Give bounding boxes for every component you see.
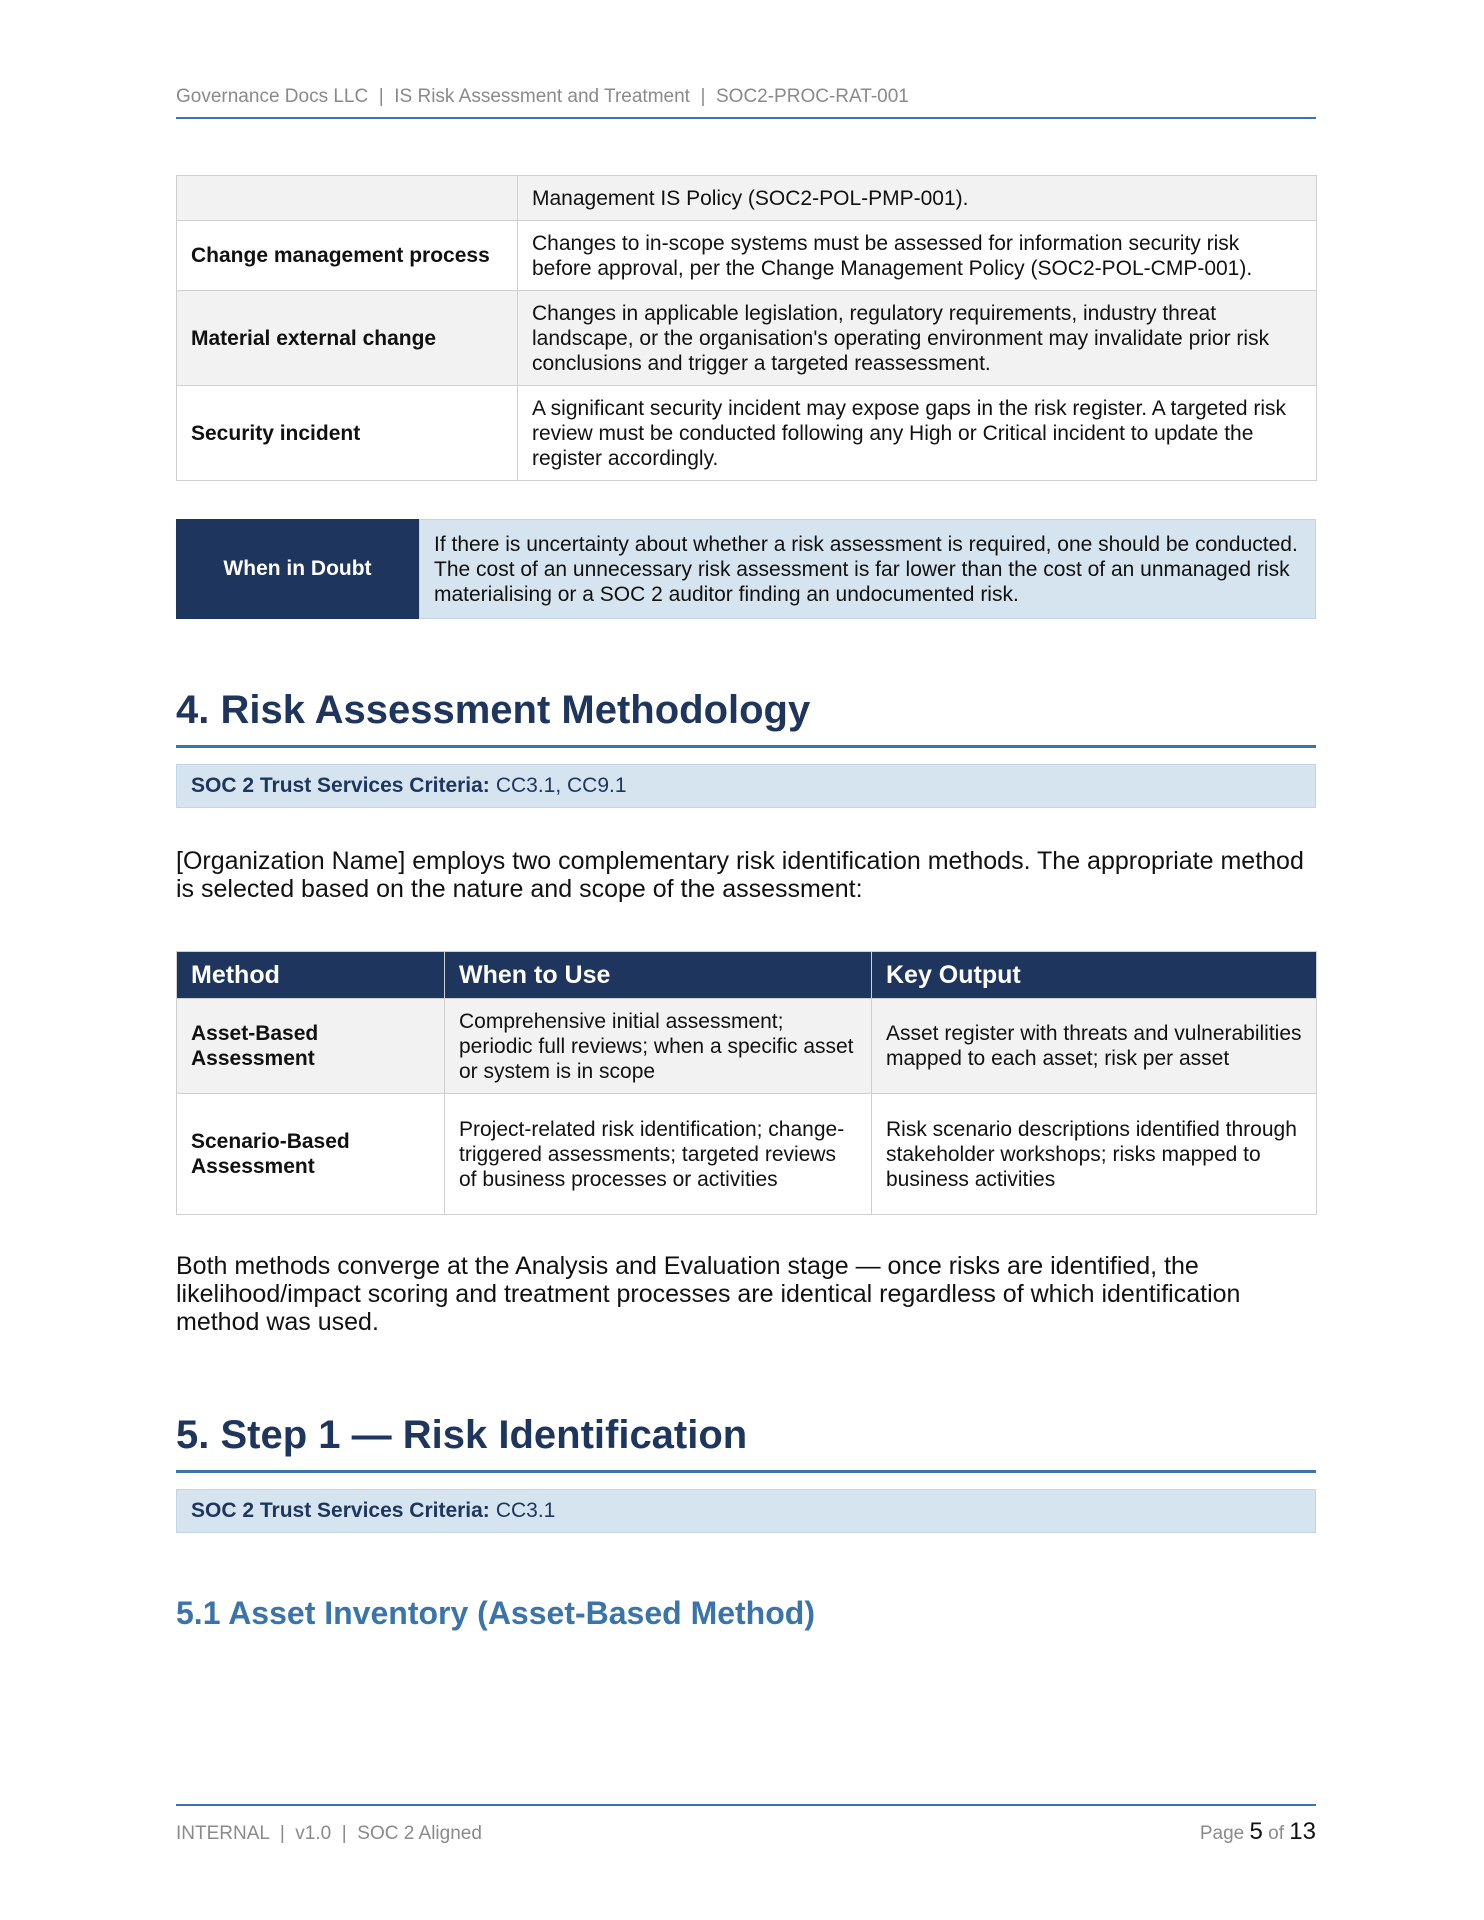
criteria-value: CC3.1 — [495, 1499, 556, 1522]
section-5-criteria — [176, 1489, 1316, 1533]
methods-table — [176, 951, 1317, 1215]
criteria-label: SOC 2 Trust Services Criteria: — [191, 1499, 490, 1522]
subsection-5-1-heading: 5.1 Asset Inventory (Asset-Based Method) — [176, 1595, 815, 1631]
table-row — [177, 221, 1317, 291]
footer-rule — [176, 1804, 1316, 1806]
table-row — [177, 291, 1317, 386]
page-total: 13 — [1289, 1818, 1316, 1845]
section-4-criteria — [176, 764, 1316, 808]
row-text: Management IS Policy (SOC2-POL-PMP-001). — [518, 176, 1317, 221]
section-5-heading: 5. Step 1 — Risk Identification — [176, 1413, 748, 1457]
callout-label: When in Doubt — [176, 519, 419, 619]
criteria-value: CC3.1, CC9.1 — [495, 774, 627, 797]
output-cell: Risk scenario descriptions identified through stakeholder workshops; risks mapped to business activities — [872, 1094, 1317, 1215]
of-word: of — [1268, 1823, 1285, 1844]
section-4-closing: Both methods converge at the Analysis and Evaluation stage — once risks are identified, the likelihood/impact scoring and treatment processes are identical regardless of which identification method was used. — [176, 1252, 1241, 1336]
row-text: A significant security incident may expose gaps in the risk register. A targeted risk review must be conducted following any High or Critical incident to update the register accordingly. — [518, 386, 1317, 481]
page-word: Page — [1199, 1823, 1245, 1844]
column-header: Method — [177, 952, 445, 999]
section-4-intro: [Organization Name] employs two complementary risk identification methods. The appropriate method is selected based on the nature and scope of the assessment: — [176, 847, 1304, 903]
when-cell: Project-related risk identification; change-triggered assessments; targeted reviews of business processes or activities — [445, 1094, 872, 1215]
table-row — [177, 1094, 1317, 1215]
when-in-doubt-callout — [176, 519, 1316, 619]
output-cell: Asset register with threats and vulnerabilities mapped to each asset; risk per asset — [872, 999, 1317, 1094]
section-4-heading: 4. Risk Assessment Methodology — [176, 688, 811, 732]
section-4-rule — [176, 745, 1316, 748]
header-rule — [176, 117, 1316, 119]
when-cell: Comprehensive initial assessment; periodic full reviews; when a specific asset or system is in scope — [445, 999, 872, 1094]
page-number — [1200, 1818, 1316, 1846]
column-header: When to Use — [445, 952, 872, 999]
footer-left: INTERNAL | v1.0 | SOC 2 Aligned — [176, 1823, 482, 1844]
row-text: Changes in applicable legislation, regulatory requirements, industry threat landscape, or the organisation's operating environment may invalidate prior risk conclusions and trigger a targeted reassessment. — [518, 291, 1317, 386]
table-row — [177, 999, 1317, 1094]
page-footer — [176, 1818, 1316, 1846]
row-label: Material external change — [177, 291, 518, 386]
table-row — [177, 176, 1317, 221]
section-5-rule — [176, 1470, 1316, 1473]
method-cell: Asset-Based Assessment — [177, 999, 445, 1094]
trigger-table — [176, 175, 1317, 481]
callout-text: If there is uncertainty about whether a risk assessment is required, one should be conducted. The cost of an unnecessary risk assessment is far lower than the cost of an unmanaged risk materialising or a SOC 2 auditor finding an undocumented risk. — [419, 519, 1316, 619]
column-header: Key Output — [872, 952, 1317, 999]
row-label: Security incident — [177, 386, 518, 481]
page-current: 5 — [1249, 1818, 1263, 1845]
page-header: Governance Docs LLC | IS Risk Assessment and Treatment | SOC2-PROC-RAT-001 — [176, 86, 909, 107]
row-label: Change management process — [177, 221, 518, 291]
row-text: Changes to in-scope systems must be assessed for information security risk before approval, per the Change Management Policy (SOC2-POL-CMP-001). — [518, 221, 1317, 291]
table-header-row — [177, 952, 1317, 999]
criteria-label: SOC 2 Trust Services Criteria: — [191, 774, 490, 797]
method-cell: Scenario-Based Assessment — [177, 1094, 445, 1215]
row-label — [177, 176, 518, 221]
table-row — [177, 386, 1317, 481]
